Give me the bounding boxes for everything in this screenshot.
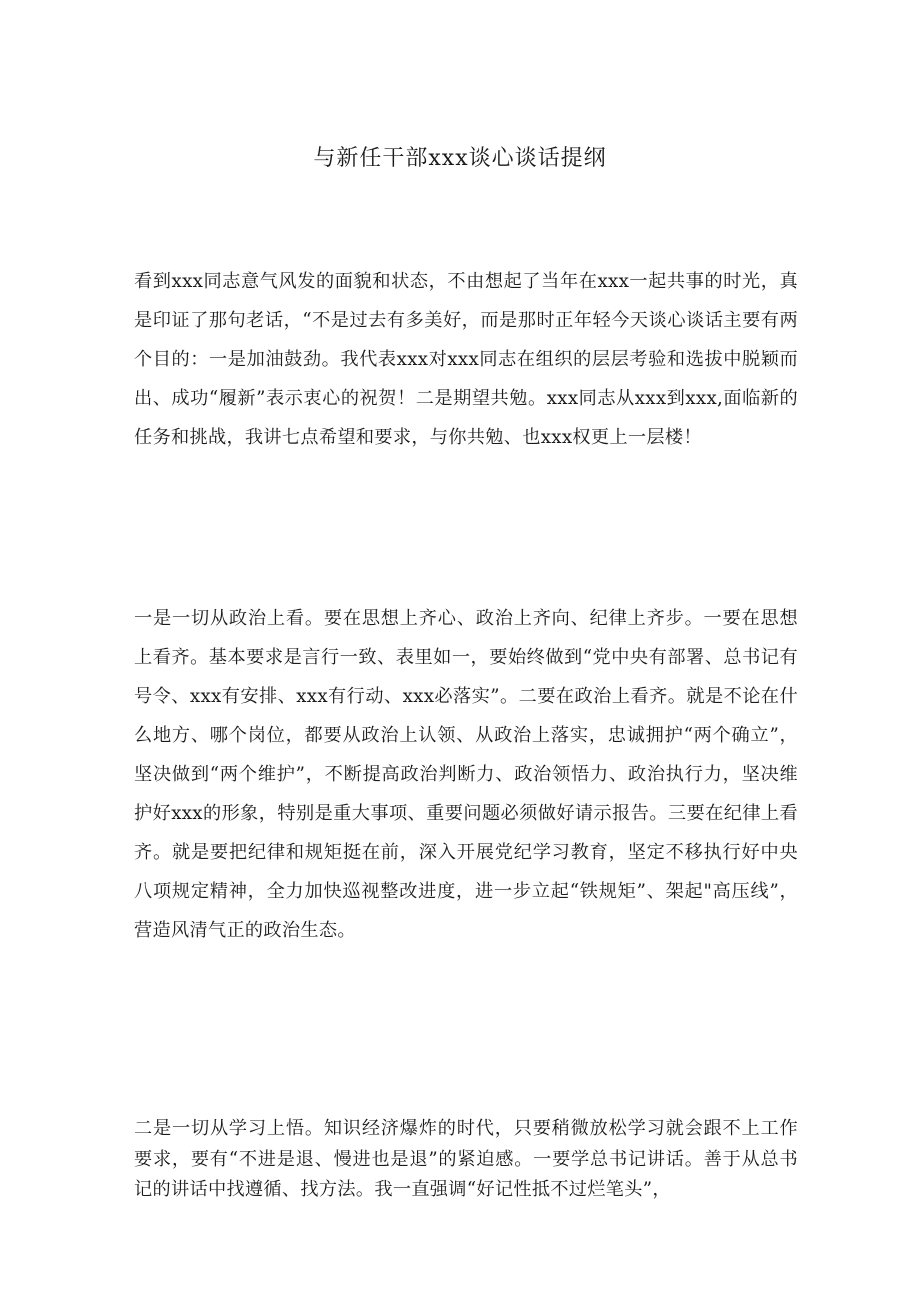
paragraph-learning: 二是一切从学习上悟。知识经济爆炸的时代，只要稍微放松学习就会跟不上工作要求，要有“不进是退、慢进也是退”的紧迫感。一要学总书记讲话。善于从总书记的讲话中找遵循、找方法。我一直强调“好记性抵不过烂笔头”， bbox=[134, 1118, 798, 1200]
paragraph-politics: 一是一切从政治上看。要在思想上齐心、政治上齐向、纪律上齐步。一要在思想上看齐。基本要求是言行一致、表里如一，要始终做到“党中央有部署、总书记有号令、xxx有安排、xxx有行动、xxx必落实”。二要在政治上看齐。就是不论在什么地方、哪个岗位，都要从政治上认领、从政治上落实，忠诚拥护“两个确立”，坚决做到“两个维护”，不断提高政治判断力、政治领悟力、政治执行力，坚决维护好xxx的形象，特别是重大事项、重要问题必须做好请示报告。三要在纪律上看齐。就是要把纪律和规矩挺在前，深入开展党纪学习教育，坚定不移执行好中央八项规定精神，全力加快巡视整改进度，进一步立起“铁规矩”、架起"高压线”，营造风清气正的政治生态。 bbox=[134, 608, 798, 941]
paragraph-intro: 看到xxx同志意气风发的面貌和状态，不由想起了当年在xxx一起共事的时光，真是印证了那句老话，“不是过去有多美好，而是那时正年轻今天谈心谈话主要有两个目的：一是加油鼓劲。我代表xxx对xxx同志在组织的层层考验和选拔中脱颖而出、成功“履新”表示衷心的祝贺！二是期望共勉。xxx同志从xxx到xxx,面临新的任务和挑战，我讲七点希望和要求，与你共勉、也xxx权更上一层楼！ bbox=[134, 271, 798, 448]
document-title: 与新任干部xxx谈心谈话提纲 bbox=[313, 146, 607, 171]
